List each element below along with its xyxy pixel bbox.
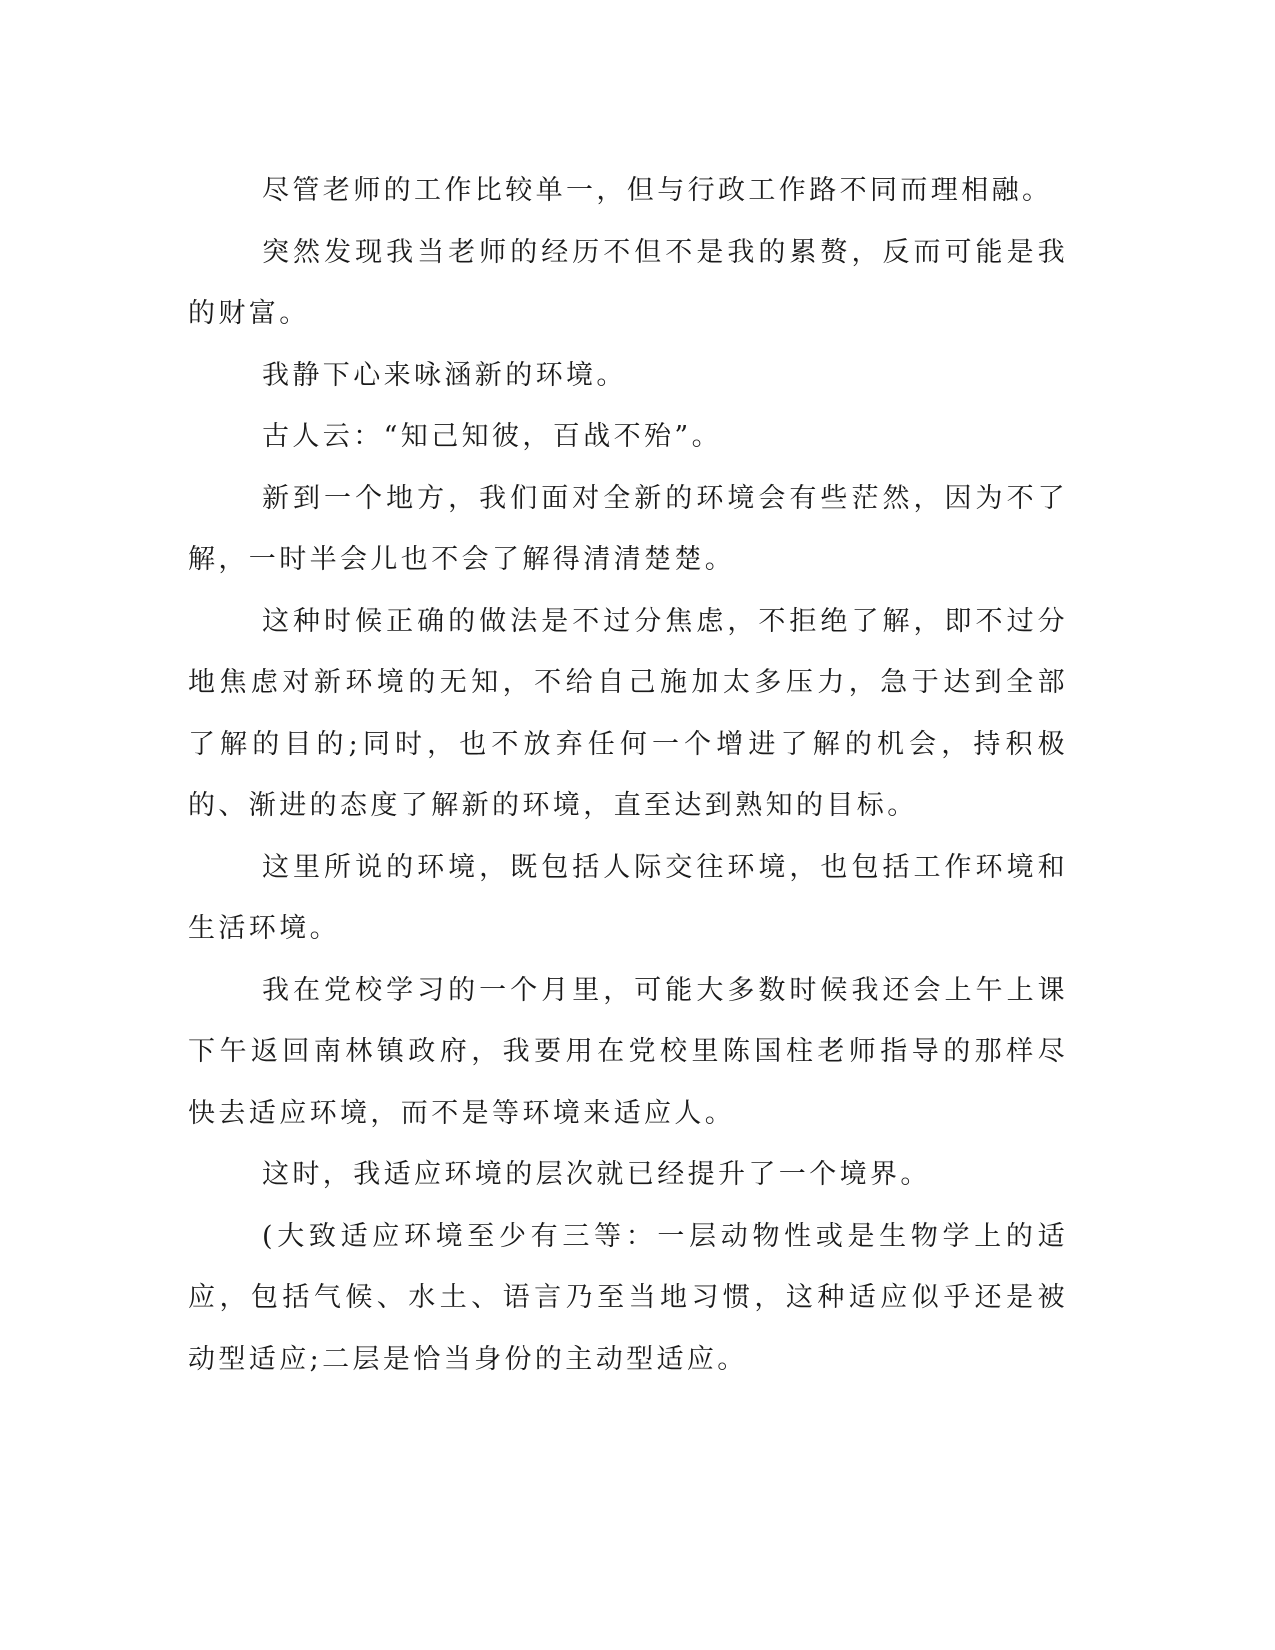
paragraph: 这里所说的环境，既包括人际交往环境，也包括工作环境和生活环境。 <box>188 851 1068 944</box>
paragraph: 新到一个地方，我们面对全新的环境会有些茫然，因为不了解，一时半会儿也不会了解得清清楚楚。 <box>188 482 1068 575</box>
paragraph: (大致适应环境至少有三等：一层动物性或是生物学上的适应，包括气候、水土、语言乃至当地习惯，这种适应似乎还是被动型适应;二层是恰当身份的主动型适应。 <box>188 1220 1068 1375</box>
paragraph: 这种时候正确的做法是不过分焦虑，不拒绝了解，即不过分地焦虑对新环境的无知，不给自己施加太多压力，急于达到全部了解的目的;同时，也不放弃任何一个增进了解的机会，持积极的、渐进的态度了解新的环境，直至达到熟知的目标。 <box>188 605 1068 821</box>
paragraph: 尽管老师的工作比较单一，但与行政工作路不同而理相融。 <box>262 175 1053 206</box>
paragraph: 我在党校学习的一个月里，可能大多数时候我还会上午上课下午返回南林镇政府，我要用在党校里陈国柱老师指导的那样尽快去适应环境，而不是等环境来适应人。 <box>188 974 1068 1129</box>
body-text <box>188 160 1068 1390</box>
paragraph: 突然发现我当老师的经历不但不是我的累赘，反而可能是我的财富。 <box>188 236 1068 329</box>
paragraph: 古人云：“知己知彼，百战不殆”。 <box>262 421 723 452</box>
paragraph: 我静下心来咏涵新的环境。 <box>262 359 627 391</box>
paragraph: 这时，我适应环境的层次就已经提升了一个境界。 <box>262 1159 931 1190</box>
